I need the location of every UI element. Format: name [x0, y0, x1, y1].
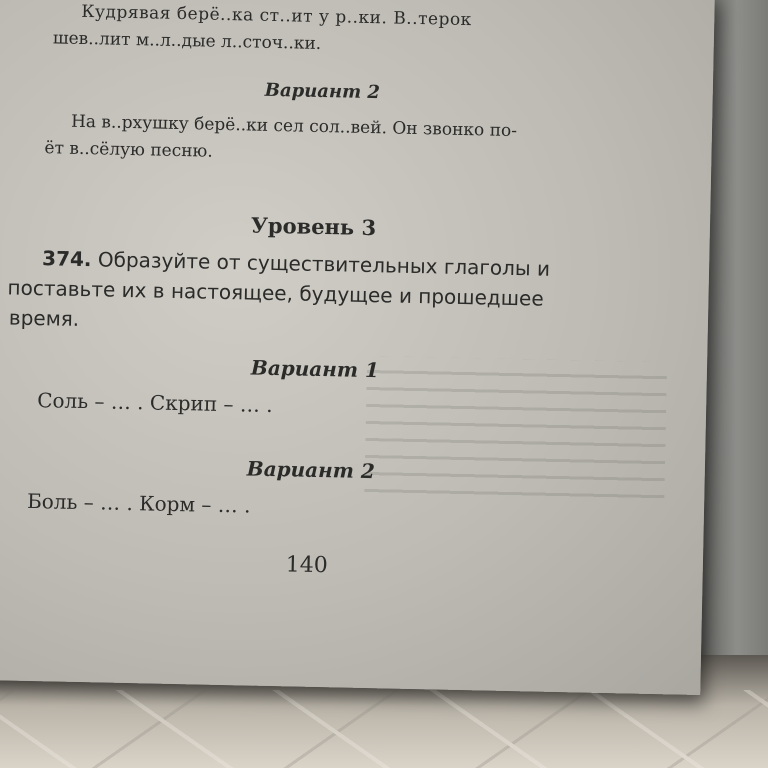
table-pattern	[0, 690, 768, 768]
exercise-text-line: ёт в..сёлую песню.	[44, 138, 213, 162]
page-number: 140	[285, 552, 329, 579]
task-text-line: поставьте их в настоящее, будущее и прошедшее	[7, 275, 544, 311]
task-text-line	[42, 246, 550, 281]
variant-words: Соль – … . Скрип – … .	[36, 388, 273, 418]
variant-heading: Вариант 2	[264, 79, 381, 104]
bleed-through-text	[364, 356, 667, 502]
exercise-text-line: На в..рхушку берё..ки сел сол..вей. Он звонко по-	[70, 111, 518, 142]
variant-heading: Вариант 1	[250, 355, 380, 383]
exercise-text-line: шев..лит м..л..дые л..сточ..ки.	[52, 28, 322, 54]
task-instruction: Образуйте от существительных глаголы и	[97, 247, 551, 281]
level-heading: Уровень 3	[250, 212, 377, 241]
variant-heading: Вариант 2	[246, 456, 376, 484]
variant-words: Боль – … . Корм – … .	[26, 488, 251, 518]
task-number: 374.	[41, 246, 92, 272]
exercise-text-line: Кудрявая берё..ка ст..ит у р..ки. В..терок	[81, 1, 473, 31]
task-text-line: время.	[8, 305, 80, 331]
